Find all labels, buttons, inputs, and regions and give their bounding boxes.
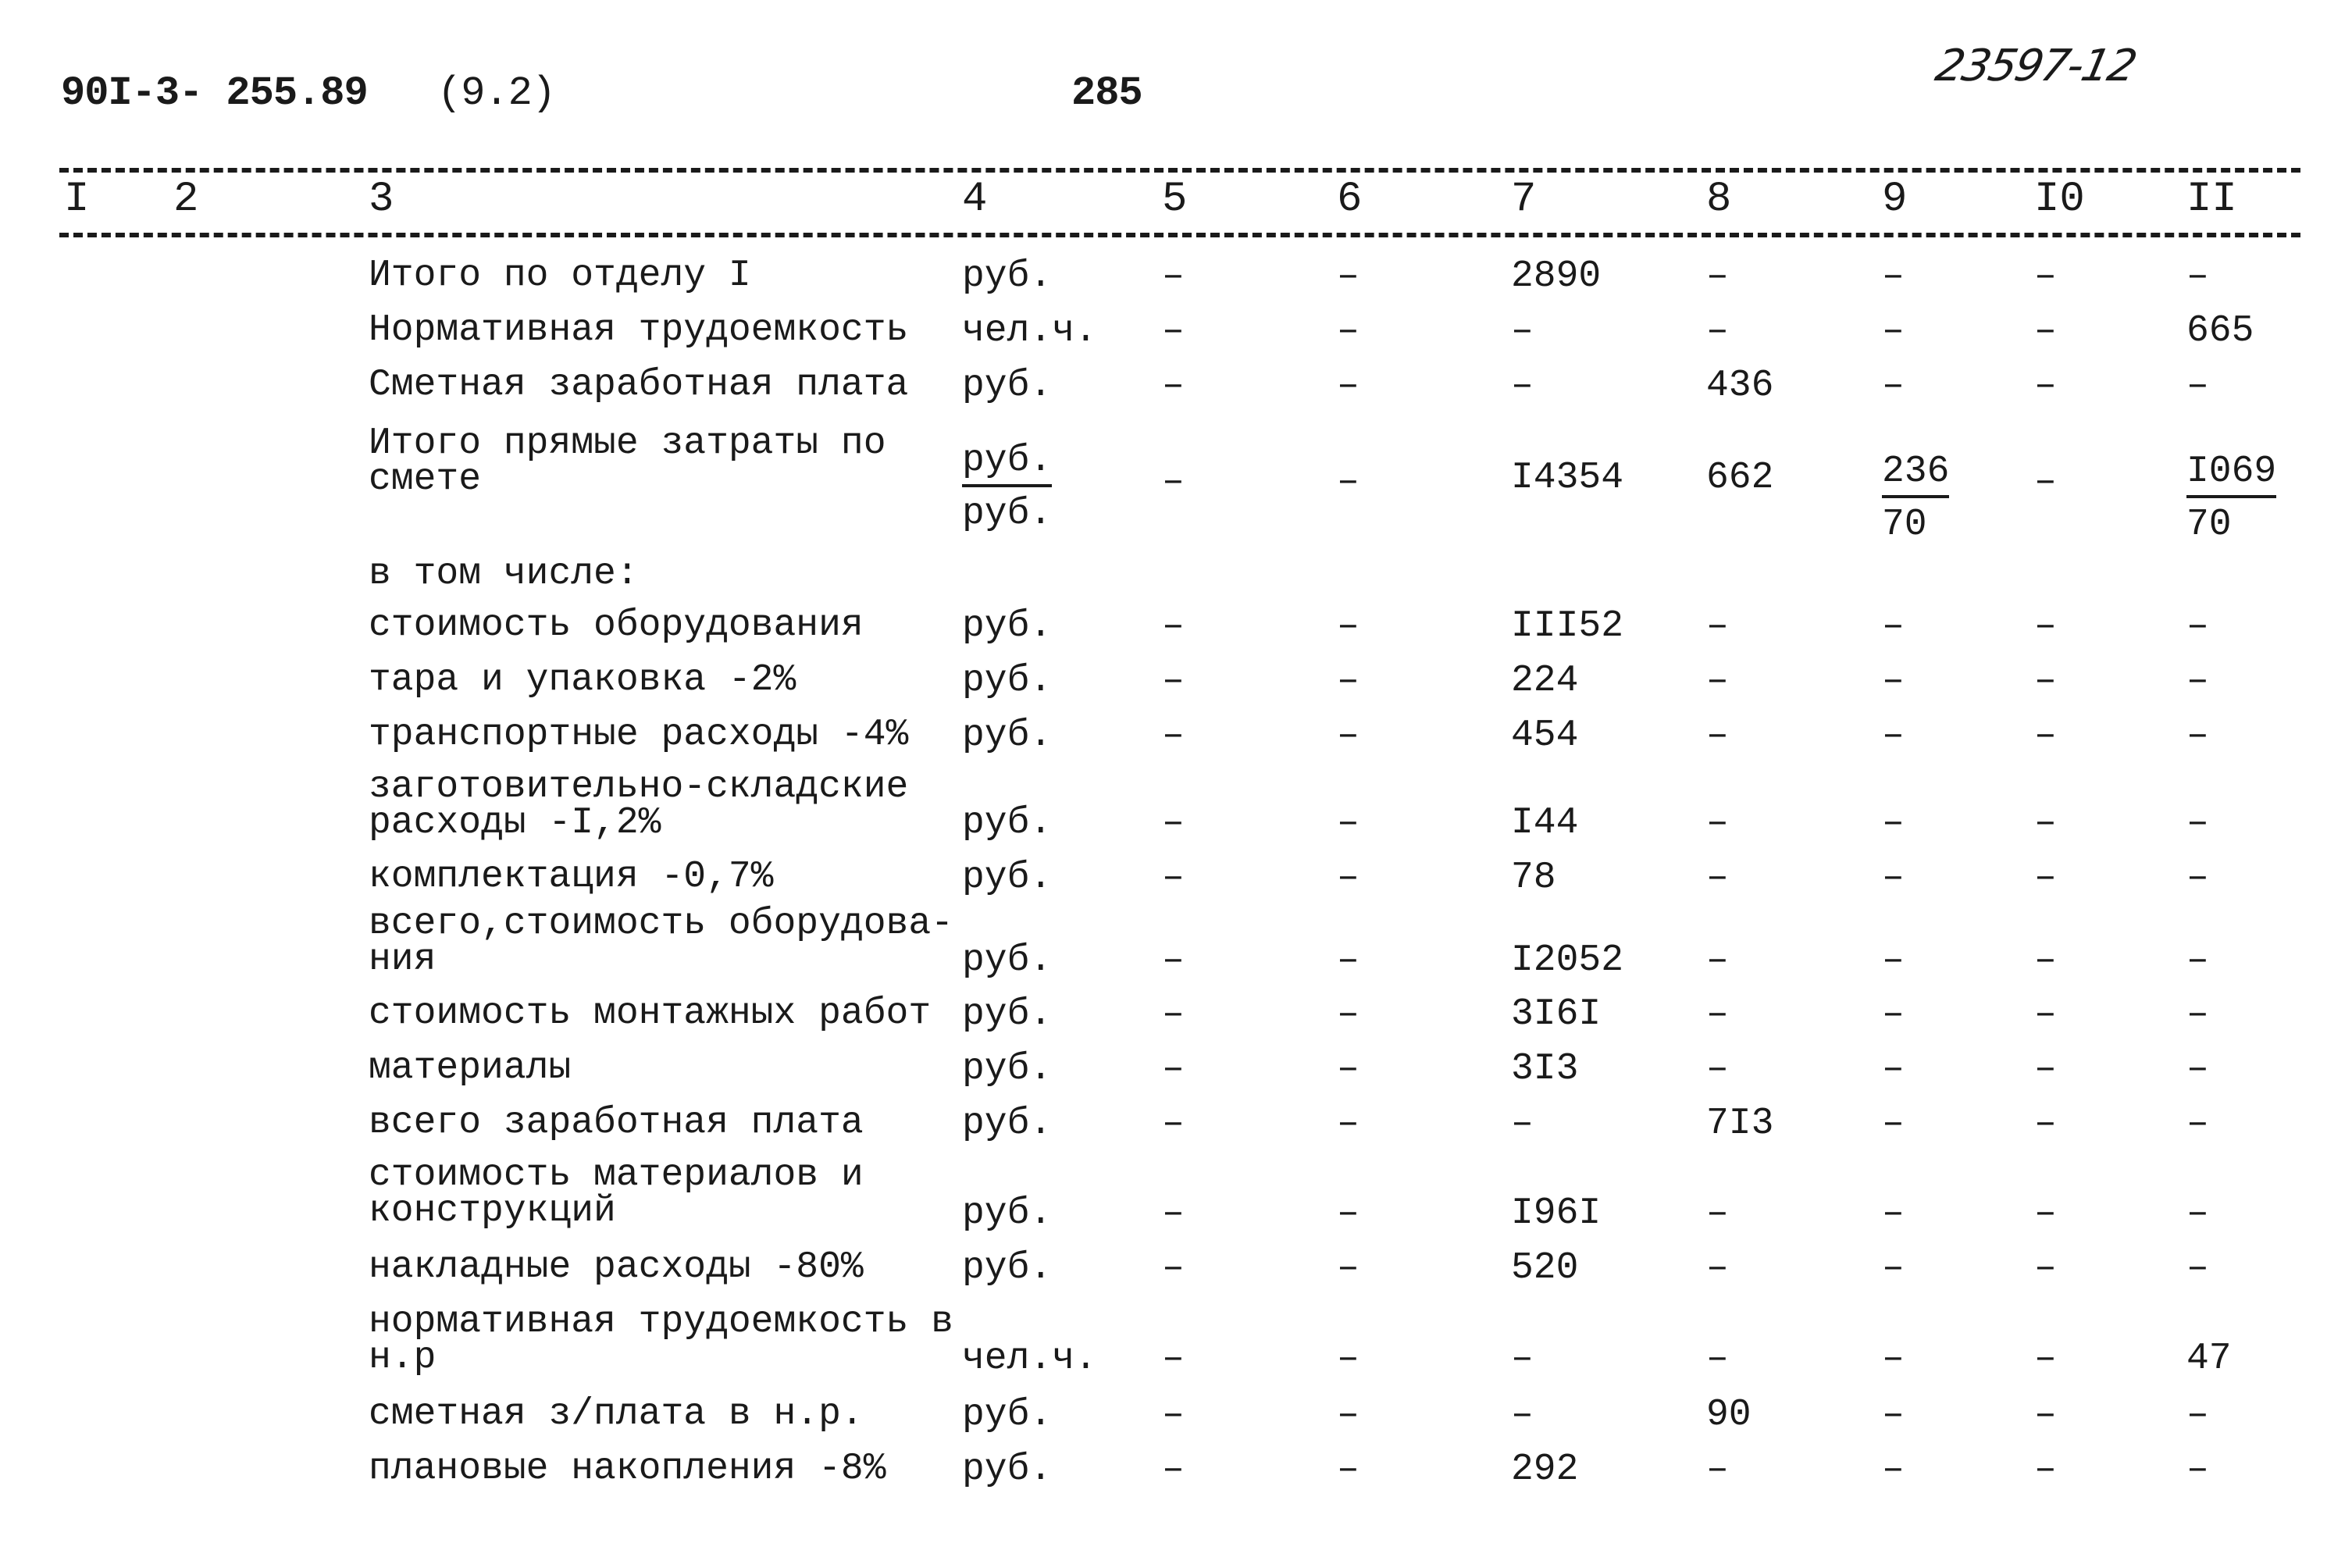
- col5-cell: –: [1162, 255, 1185, 298]
- col8-cell: –: [1706, 939, 1729, 982]
- col9-cell: –: [1882, 310, 1905, 352]
- row-label: нормативная трудоемкость в н.р: [369, 1301, 953, 1379]
- row-label: всего заработная плата: [369, 1102, 864, 1144]
- col10-cell: –: [2034, 715, 2057, 757]
- unit-cell: руб.: [962, 802, 1053, 844]
- col9-cell: –: [1882, 1247, 1905, 1289]
- col7-cell: I44: [1511, 802, 1579, 844]
- col9-cell-numerator: 236: [1882, 453, 1949, 498]
- col7-cell: –: [1511, 1338, 1534, 1380]
- col10-cell: –: [2034, 939, 2057, 982]
- unit-cell: руб.: [962, 1449, 1053, 1491]
- col7-cell: 2890: [1511, 255, 1602, 298]
- col7-cell: I2052: [1511, 939, 1624, 982]
- row-label: Сметная заработная плата: [369, 364, 909, 406]
- col8-cell: –: [1706, 255, 1729, 298]
- col5-cell: –: [1162, 310, 1185, 352]
- row-label: накладные расходы -80%: [369, 1246, 864, 1288]
- col10-cell: –: [2034, 1338, 2057, 1380]
- unit-cell: руб.: [962, 715, 1053, 757]
- col6-cell: –: [1337, 939, 1360, 982]
- document-code: 90I-3- 255.89: [61, 70, 368, 116]
- col6-cell: –: [1337, 605, 1360, 647]
- col9-cell: [1882, 451, 1950, 546]
- col11-cell: –: [2186, 993, 2209, 1035]
- col9-cell: –: [1882, 1449, 1905, 1491]
- col11-cell: –: [2186, 1247, 2209, 1289]
- col11-cell: –: [2186, 802, 2209, 844]
- col10-cell: –: [2034, 1192, 2057, 1235]
- col9-cell: –: [1882, 1103, 1905, 1145]
- col8-cell: –: [1706, 1338, 1729, 1380]
- column-number-8: 8: [1706, 176, 1732, 223]
- row-label: плановые накопления -8%: [369, 1448, 886, 1490]
- row-label: стоимость монтажных работ: [369, 992, 932, 1035]
- row-label: Нормативная трудоемкость: [369, 309, 909, 351]
- col9-cell: –: [1882, 715, 1905, 757]
- col9-cell: –: [1882, 993, 1905, 1035]
- col10-cell: –: [2034, 310, 2057, 352]
- col7-cell: –: [1511, 1103, 1534, 1145]
- col5-cell: –: [1162, 461, 1185, 503]
- unit-cell: руб.: [962, 939, 1053, 982]
- col11-cell: 47: [2186, 1338, 2232, 1380]
- col6-cell: –: [1337, 255, 1360, 298]
- col9-cell: –: [1882, 365, 1905, 407]
- col11-cell: –: [2186, 255, 2209, 298]
- col5-cell: –: [1162, 1103, 1185, 1145]
- row-label: в том числе:: [369, 553, 639, 595]
- col7-cell: 224: [1511, 660, 1579, 702]
- col8-cell: –: [1706, 310, 1729, 352]
- col7-cell: –: [1511, 1394, 1534, 1436]
- col6-cell: –: [1337, 310, 1360, 352]
- col5-cell: –: [1162, 365, 1185, 407]
- col5-cell: –: [1162, 660, 1185, 702]
- col11-cell: –: [2186, 1048, 2209, 1090]
- col6-cell: –: [1337, 660, 1360, 702]
- row-label: материалы: [369, 1047, 572, 1089]
- col11-cell-denominator: 70: [2186, 504, 2232, 546]
- row-label: стоимость оборудования: [369, 604, 864, 647]
- col6-cell: –: [1337, 1192, 1360, 1235]
- unit-cell: [962, 442, 1052, 533]
- col10-cell: –: [2034, 857, 2057, 899]
- row-label: Итого прямые затраты по смете: [369, 422, 886, 501]
- col9-cell: –: [1882, 802, 1905, 844]
- col11-cell: –: [2186, 1103, 2209, 1145]
- col8-cell: –: [1706, 1048, 1729, 1090]
- col7-cell: 292: [1511, 1449, 1579, 1491]
- col7-cell: 3I3: [1511, 1048, 1579, 1090]
- col10-cell: –: [2034, 993, 2057, 1035]
- col9-cell: –: [1882, 857, 1905, 899]
- col8-cell: 662: [1706, 457, 1774, 499]
- unit-cell: руб.: [962, 660, 1053, 702]
- col6-cell: –: [1337, 802, 1360, 844]
- row-label: Итого по отделу I: [369, 255, 751, 297]
- col9-cell: –: [1882, 939, 1905, 982]
- col9-cell: –: [1882, 1394, 1905, 1436]
- col11-cell: –: [2186, 939, 2209, 982]
- col9-cell: –: [1882, 605, 1905, 647]
- col9-cell: –: [1882, 1192, 1905, 1235]
- col7-cell: III52: [1511, 605, 1624, 647]
- col11-cell: –: [2186, 715, 2209, 757]
- col10-cell: –: [2034, 461, 2057, 503]
- col7-cell: 3I6I: [1511, 993, 1602, 1035]
- column-number-1: I: [64, 176, 90, 223]
- col9-cell: –: [1882, 1338, 1905, 1380]
- col5-cell: –: [1162, 1048, 1185, 1090]
- col7-cell: I4354: [1511, 457, 1624, 499]
- col5-cell: –: [1162, 605, 1185, 647]
- col11-cell: –: [2186, 365, 2209, 407]
- col11-cell: –: [2186, 1394, 2209, 1436]
- col6-cell: –: [1337, 1449, 1360, 1491]
- col9-cell: –: [1882, 1048, 1905, 1090]
- col6-cell: –: [1337, 1247, 1360, 1289]
- col6-cell: –: [1337, 461, 1360, 503]
- col8-cell: –: [1706, 993, 1729, 1035]
- col8-cell: –: [1706, 802, 1729, 844]
- unit-cell: чел.ч.: [962, 1338, 1097, 1380]
- col8-cell: 7I3: [1706, 1103, 1774, 1145]
- col6-cell: –: [1337, 1048, 1360, 1090]
- col7-cell: I96I: [1511, 1192, 1602, 1235]
- header-top-rule: [59, 168, 2300, 173]
- unit-cell-numerator: руб.: [962, 442, 1052, 487]
- col11-cell: –: [2186, 1449, 2209, 1491]
- col5-cell: –: [1162, 1247, 1185, 1289]
- col6-cell: –: [1337, 1103, 1360, 1145]
- unit-cell: руб.: [962, 365, 1053, 407]
- col8-cell: –: [1706, 715, 1729, 757]
- row-label: комплектация -0,7%: [369, 856, 774, 898]
- col10-cell: –: [2034, 1394, 2057, 1436]
- row-label: сметная з/плата в н.р.: [369, 1393, 864, 1435]
- unit-cell: руб.: [962, 255, 1053, 298]
- col8-cell: 436: [1706, 365, 1774, 407]
- column-number-9: 9: [1882, 176, 1908, 223]
- col6-cell: –: [1337, 857, 1360, 899]
- column-number-4: 4: [962, 176, 988, 223]
- column-number-6: 6: [1337, 176, 1363, 223]
- col5-cell: –: [1162, 1394, 1185, 1436]
- unit-cell: руб.: [962, 1247, 1053, 1289]
- unit-cell: руб.: [962, 1192, 1053, 1235]
- col9-cell-denominator: 70: [1882, 504, 1927, 546]
- col7-cell: –: [1511, 310, 1534, 352]
- row-label: стоимость материалов и конструкций: [369, 1154, 864, 1232]
- unit-cell: руб.: [962, 1103, 1053, 1145]
- column-number-7: 7: [1511, 176, 1537, 223]
- col8-cell: 90: [1706, 1394, 1752, 1436]
- col10-cell: –: [2034, 802, 2057, 844]
- col10-cell: –: [2034, 1247, 2057, 1289]
- col10-cell: –: [2034, 1048, 2057, 1090]
- col10-cell: –: [2034, 255, 2057, 298]
- unit-cell-denominator: руб.: [962, 493, 1053, 535]
- col8-cell: –: [1706, 1192, 1729, 1235]
- col8-cell: –: [1706, 857, 1729, 899]
- row-label: транспортные расходы -4%: [369, 714, 909, 756]
- col5-cell: –: [1162, 1192, 1185, 1235]
- unit-cell: руб.: [962, 993, 1053, 1035]
- col11-cell: –: [2186, 857, 2209, 899]
- col7-cell: 78: [1511, 857, 1556, 899]
- column-number-2: 2: [173, 176, 199, 223]
- col7-cell: 454: [1511, 715, 1579, 757]
- col6-cell: –: [1337, 993, 1360, 1035]
- col7-cell: –: [1511, 365, 1534, 407]
- col5-cell: –: [1162, 993, 1185, 1035]
- col6-cell: –: [1337, 365, 1360, 407]
- section-number: (9.2): [437, 70, 556, 116]
- col6-cell: –: [1337, 715, 1360, 757]
- header-bottom-rule: [59, 233, 2300, 237]
- col11-cell: 665: [2186, 310, 2254, 352]
- col10-cell: –: [2034, 365, 2057, 407]
- handwritten-stamp: 23597-12: [1931, 41, 2140, 91]
- col6-cell: –: [1337, 1394, 1360, 1436]
- col5-cell: –: [1162, 939, 1185, 982]
- col10-cell: –: [2034, 1103, 2057, 1145]
- col7-cell: 520: [1511, 1247, 1579, 1289]
- row-label: всего,стоимость оборудова-ния: [369, 903, 953, 981]
- column-number-11: II: [2186, 176, 2237, 223]
- col10-cell: –: [2034, 605, 2057, 647]
- row-label: заготовительно-складские расходы -I,2%: [369, 766, 909, 844]
- col10-cell: –: [2034, 1449, 2057, 1491]
- unit-cell: чел.ч.: [962, 310, 1097, 352]
- col5-cell: –: [1162, 802, 1185, 844]
- col11-cell: [2186, 451, 2277, 546]
- unit-cell: руб.: [962, 857, 1053, 899]
- column-number-10: I0: [2034, 176, 2085, 223]
- column-number-3: 3: [369, 176, 394, 223]
- col8-cell: –: [1706, 1247, 1729, 1289]
- col8-cell: –: [1706, 1449, 1729, 1491]
- row-label: тара и упаковка -2%: [369, 659, 796, 701]
- col5-cell: –: [1162, 1338, 1185, 1380]
- col5-cell: –: [1162, 857, 1185, 899]
- col9-cell: –: [1882, 255, 1905, 298]
- unit-cell: руб.: [962, 1048, 1053, 1090]
- unit-cell: руб.: [962, 605, 1053, 647]
- col6-cell: –: [1337, 1338, 1360, 1380]
- unit-cell: руб.: [962, 1394, 1053, 1436]
- page-number: 285: [1071, 70, 1142, 116]
- col11-cell: –: [2186, 605, 2209, 647]
- col8-cell: –: [1706, 605, 1729, 647]
- col8-cell: –: [1706, 660, 1729, 702]
- col5-cell: –: [1162, 1449, 1185, 1491]
- col9-cell: –: [1882, 660, 1905, 702]
- col11-cell-numerator: I069: [2186, 453, 2276, 498]
- col5-cell: –: [1162, 715, 1185, 757]
- col11-cell: –: [2186, 1192, 2209, 1235]
- col10-cell: –: [2034, 660, 2057, 702]
- column-number-5: 5: [1162, 176, 1188, 223]
- col11-cell: –: [2186, 660, 2209, 702]
